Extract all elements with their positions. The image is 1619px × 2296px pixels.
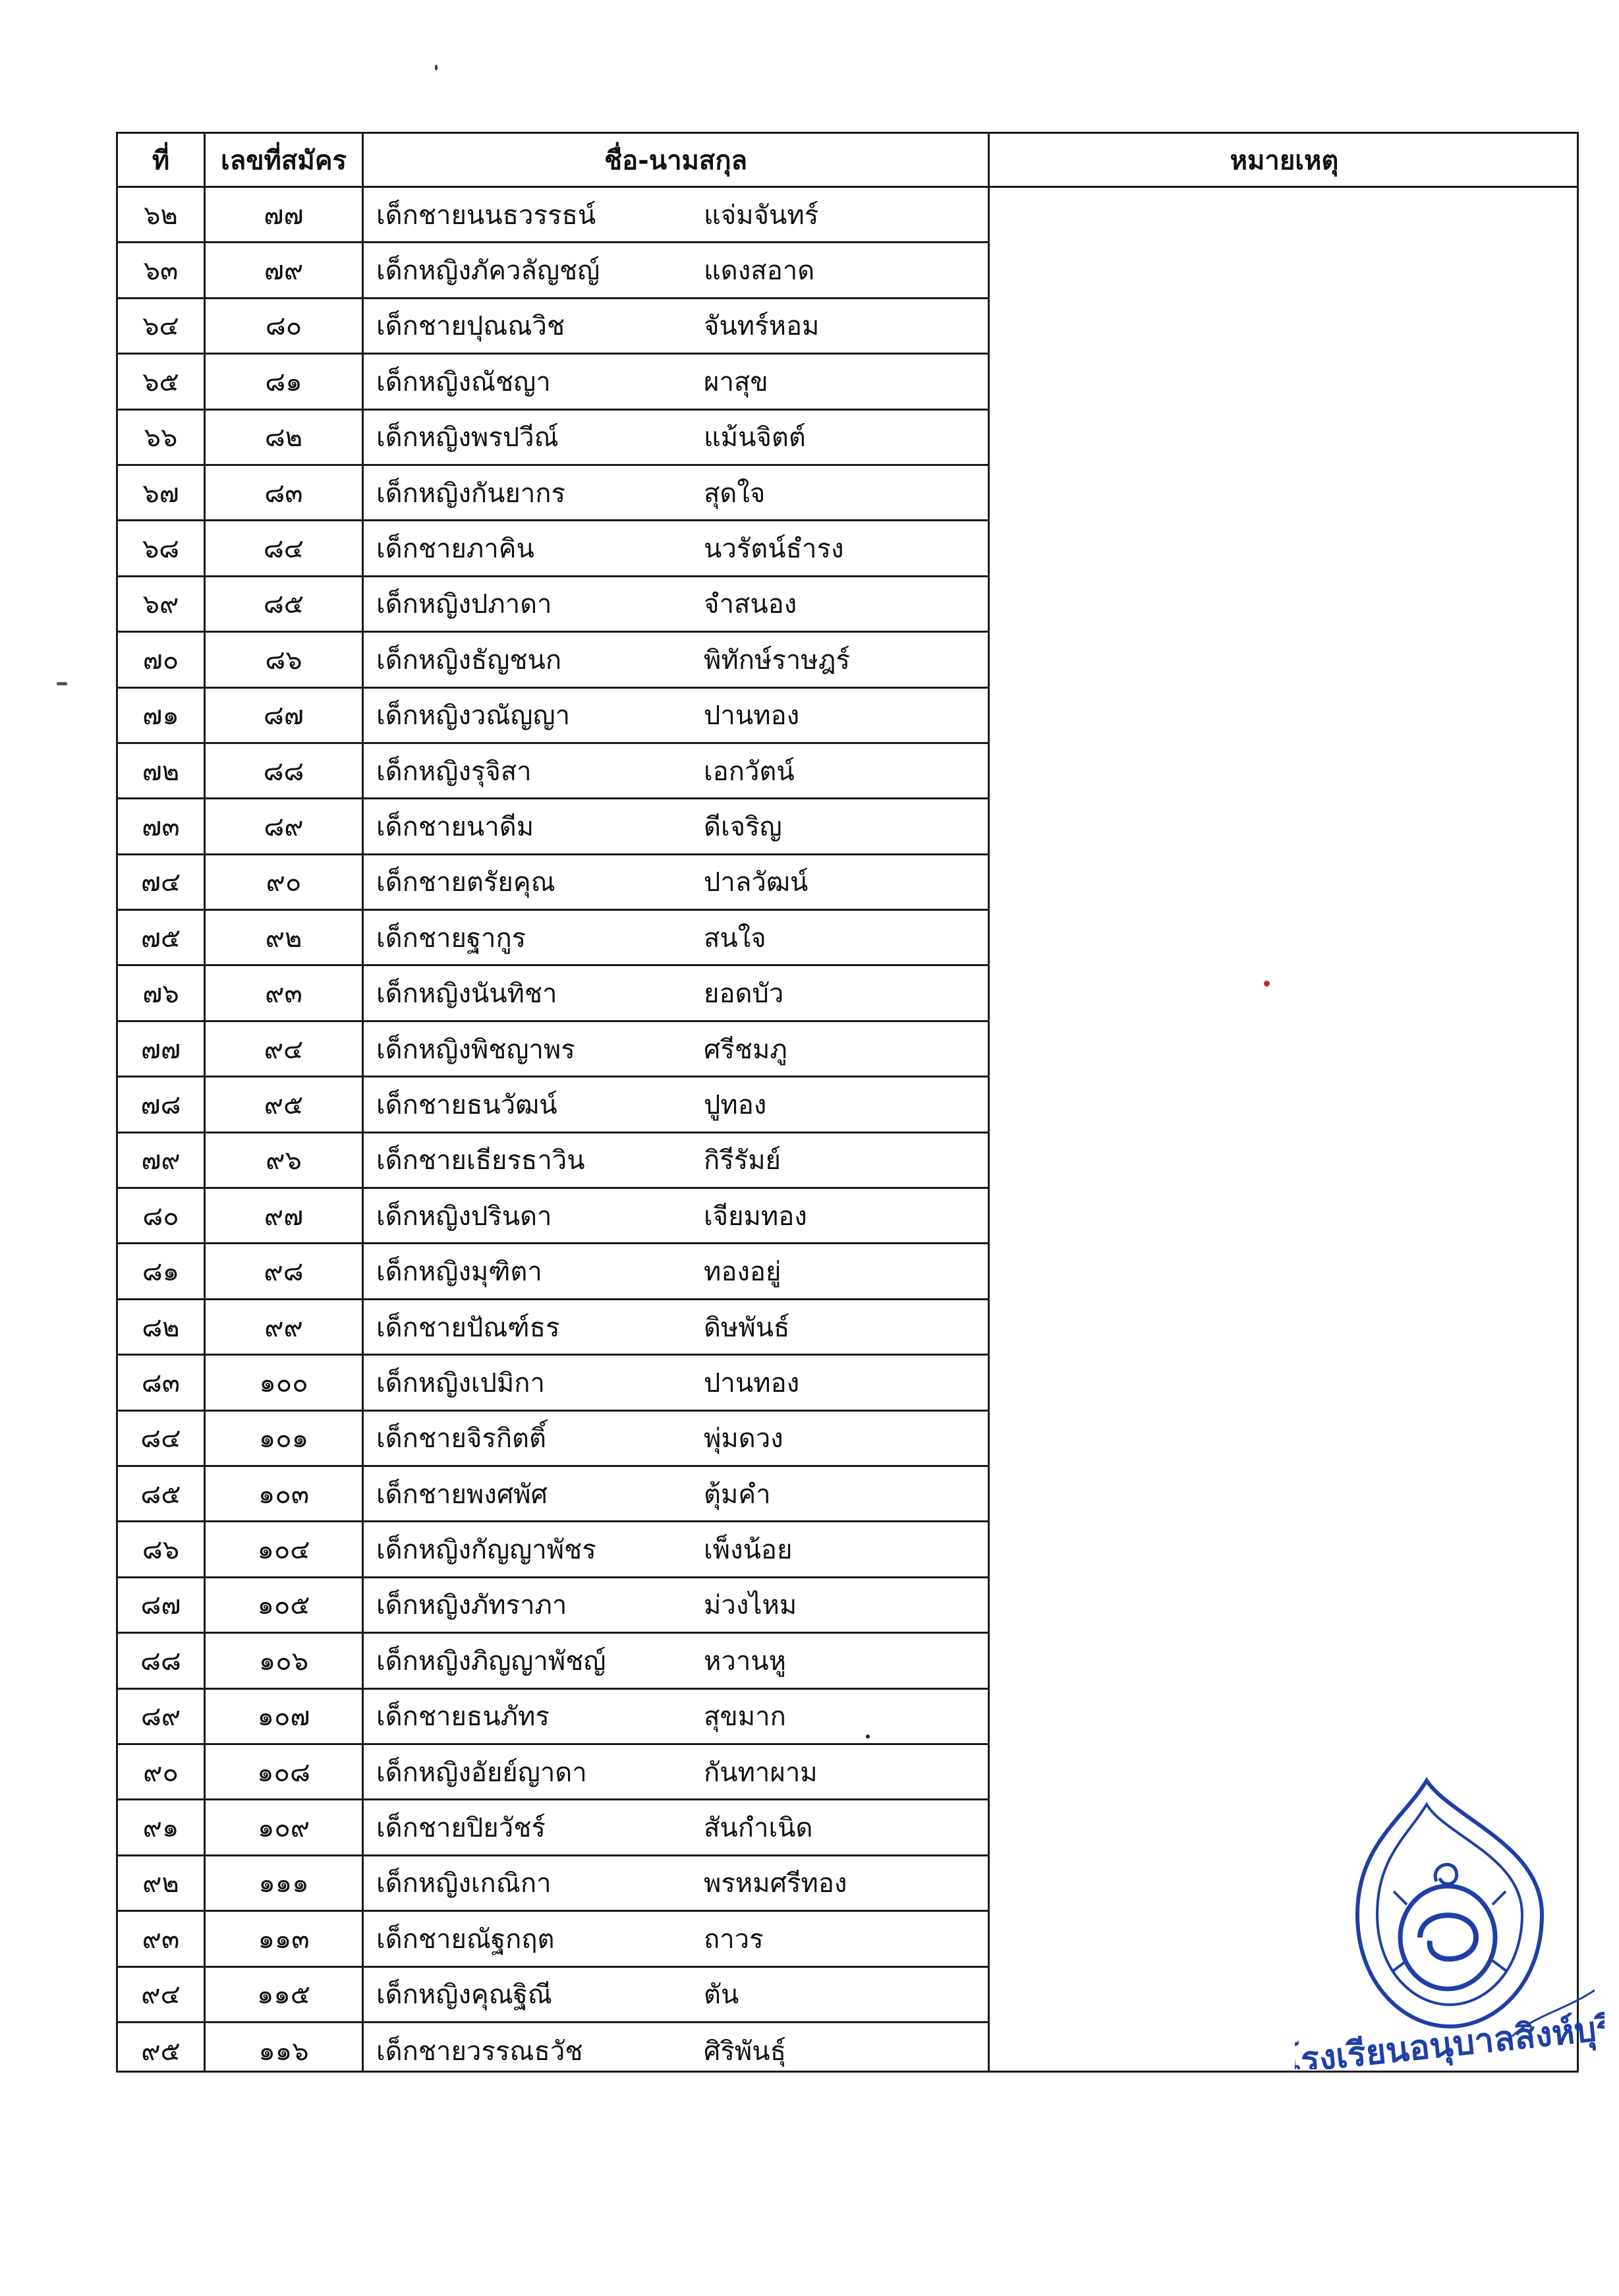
row-number: ๘๗ [140,1590,181,1621]
student-last-name: สุขมาก [704,1702,786,1733]
row-number: ๘๘ [140,1646,181,1677]
table-row [118,1745,988,1800]
student-first-name: เด็กชายตรัยคุณ [376,867,555,898]
student-first-name: เด็กหญิงเปมิกา [376,1367,545,1398]
table-row [118,1968,988,2023]
table-row [118,1022,988,1077]
student-first-name: เด็กหญิงภัทราภา [376,1590,567,1621]
student-first-name: เด็กหญิงภิญญาพัชญ์ [376,1646,606,1677]
student-last-name: เอกวัตน์ [704,756,795,787]
header-remark: หมายเหตุ [1230,145,1339,176]
table-row [118,1244,988,1300]
row-number: ๗๖ [142,979,179,1010]
table-row [118,1912,988,1967]
table-row [118,1690,988,1745]
table-row [118,188,988,243]
student-first-name: เด็กหญิงนันทิชา [376,979,557,1010]
student-first-name: เด็กหญิงอัยย์ญาดา [376,1757,587,1788]
table-row [118,855,988,911]
row-number: ๗๗ [140,1034,181,1065]
applicant-number: ๘๑ [265,366,302,397]
row-number: ๙๐ [143,1757,179,1788]
student-last-name: แม้นจิตต์ [704,422,806,453]
student-last-name: พิทักษ์ราษฎร์ [704,645,850,675]
student-first-name: เด็กชายณัฐกฤต [376,1924,555,1955]
student-first-name: เด็กชายนาดีม [376,811,534,842]
student-first-name: เด็กหญิงมุฑิตา [376,1257,542,1288]
ink-dot [435,65,438,71]
header-no: ที่ [152,145,170,176]
row-number: ๖๗ [142,478,179,509]
student-first-name: เด็กชายเธียรธาวิน [376,1145,585,1176]
student-last-name: ปูทอง [704,1089,767,1120]
student-first-name: เด็กหญิงวณัญญา [376,701,571,732]
row-number: ๙๔ [141,1980,181,2011]
student-last-name: พรหมศรีทอง [704,1868,847,1899]
row-number: ๖๘ [142,534,180,565]
table-row [118,799,988,855]
applicant-number: ๑๐๙ [257,1813,310,1844]
applicant-number: ๘๒ [264,422,303,453]
applicant-number: ๙๖ [266,1145,302,1176]
applicant-number: ๙๔ [264,1034,304,1065]
applicant-number: ๑๐๕ [257,1590,310,1621]
header-name: ชื่อ-นามสกุล [604,145,748,176]
student-first-name: เด็กหญิงรุจิสา [376,756,532,787]
student-last-name: ปานทอง [704,701,800,732]
table-row [118,1300,988,1356]
applicant-number: ๙๐ [266,867,302,898]
student-first-name: เด็กหญิงกัญญาพัชร [376,1535,596,1566]
applicant-number: ๑๐๗ [257,1702,310,1733]
table-row [118,633,988,688]
row-number: ๘๐ [142,1201,179,1232]
applicant-number: ๘๓ [264,478,303,509]
applicant-number: ๘๘ [263,756,304,787]
student-first-name: เด็กชายปิยวัชร์ [376,1813,546,1844]
table-row [118,521,988,577]
student-first-name: เด็กหญิงคุณฐิณี [376,1980,552,2011]
table-row [118,1856,988,1912]
row-number: ๘๖ [142,1535,180,1566]
student-first-name: เด็กหญิงธัญชนก [376,645,562,675]
applicant-number: ๑๐๔ [257,1535,310,1566]
student-last-name: ดีเจริญ [704,811,782,842]
scan-mark [57,682,67,685]
student-last-name: กิรีรัมย์ [704,1145,781,1176]
student-last-name: ศรีชมภู [704,1034,787,1065]
applicant-number: ๑๑๖ [258,2036,309,2067]
row-number: ๘๙ [140,1702,181,1733]
row-number: ๗๘ [140,1089,181,1120]
seal-text: โรงเรียนอนุบาลสิงห์บุรี [1295,2007,1605,2069]
applicant-number: ๑๑๕ [256,1980,311,2011]
student-last-name: ผาสุข [704,366,768,397]
student-first-name: เด็กหญิงเกณิกา [376,1868,552,1899]
table-row [118,1412,988,1467]
row-number: ๙๓ [142,1924,180,1955]
student-first-name: เด็กชายนนธวรรธน์ [376,200,596,231]
student-last-name: กันทาผาม [704,1757,818,1788]
table-row [118,466,988,521]
row-number: ๖๔ [142,311,179,342]
student-last-name: ยอดบัว [704,979,784,1010]
student-last-name: นวรัตน์ธำรง [704,534,844,565]
applicant-number: ๙๒ [265,923,302,954]
row-number: ๗๔ [140,867,181,898]
student-last-name: แดงสอาด [704,256,815,287]
row-number: ๖๒ [144,200,178,231]
applicant-number: ๑๐๘ [257,1757,310,1788]
school-seal-graphic [1295,1773,1605,2069]
student-first-name: เด็กหญิงกันยากร [376,478,566,509]
student-last-name: จำสนอง [704,589,797,620]
student-last-name: หวานหู [704,1646,786,1677]
table-row [118,411,988,466]
applicant-number: ๑๐๑ [258,1423,309,1454]
applicant-number: ๗๙ [264,256,304,287]
row-number: ๙๒ [142,1868,179,1899]
school-seal [1295,1773,1605,2069]
row-number: ๙๑ [142,1813,179,1844]
student-last-name: ปาลวัฒน์ [704,867,809,898]
student-last-name: ศิริพันธุ์ [704,2036,786,2067]
applicant-number: ๙๗ [264,1201,304,1232]
student-last-name: เจียมทอง [704,1201,807,1232]
student-last-name: ทองอยู่ [704,1257,781,1288]
row-number: ๖๙ [142,589,179,620]
ink-dot [866,1735,870,1738]
student-first-name: เด็กหญิงพิชญาพร [376,1034,575,1065]
student-last-name: ถาวร [704,1924,764,1955]
student-first-name: เด็กชายพงศพัศ [376,1479,548,1510]
applicant-number: ๑๐๓ [258,1479,310,1510]
applicant-number: ๘๗ [264,701,304,732]
table-row [118,2023,988,2079]
applicant-number: ๙๙ [264,1312,303,1343]
applicant-number: ๑๑๑ [258,1868,309,1899]
student-first-name: เด็กชายวรรณธวัช [376,2036,583,2067]
table-header [118,134,1577,188]
table-row [118,966,988,1021]
student-last-name: สุดใจ [704,478,766,509]
row-number: ๗๓ [142,811,180,842]
applicant-number: ๑๐๐ [259,1367,308,1398]
table-row [118,1800,988,1856]
applicant-number: ๙๕ [264,1089,304,1120]
student-last-name: สนใจ [704,923,766,954]
table-body [118,188,988,2079]
student-first-name: เด็กชายปุณณวิช [376,311,565,342]
applicant-number: ๘๐ [265,311,302,342]
col-rule-3 [988,134,990,2071]
student-first-name: เด็กชายภาคิน [376,534,534,565]
row-number: ๖๖ [144,422,178,453]
student-first-name: เด็กหญิงภัควลัญชญ์ [376,256,600,287]
table-row [118,355,988,410]
student-first-name: เด็กหญิงปภาดา [376,589,552,620]
row-number: ๗๐ [142,645,179,675]
table-row [118,744,988,799]
header-applicant-no: เลขที่สมัคร [221,145,347,176]
red-ink-speck [1264,981,1270,987]
row-number: ๖๓ [143,256,179,287]
applicant-number: ๑๑๓ [258,1924,310,1955]
applicant-number: ๙๓ [265,979,302,1010]
table-row [118,243,988,299]
student-last-name: จันทร์หอม [704,311,820,342]
student-last-name: สันกำเนิด [704,1813,813,1844]
table-row [118,1578,988,1634]
applicant-number: ๘๖ [265,645,302,675]
student-first-name: เด็กชายปัณฑ์ธร [376,1312,560,1343]
row-number: ๖๕ [142,366,179,397]
row-number: ๘๒ [142,1312,180,1343]
applicant-number: ๙๘ [264,1257,304,1288]
student-last-name: ปานทอง [704,1367,800,1398]
applicant-number: ๘๕ [263,589,304,620]
student-last-name: ตุ้มคำ [704,1479,771,1510]
applicant-number: ๑๐๖ [258,1646,309,1677]
table-row [118,577,988,633]
row-number: ๗๑ [142,701,179,732]
row-number: ๗๒ [142,756,180,787]
table-row [118,1189,988,1244]
table-row [118,299,988,355]
student-last-name: แจ่มจันทร์ [704,200,819,231]
table-row [118,689,988,744]
applicant-number: ๘๔ [263,534,304,565]
student-first-name: เด็กชายธนวัฒน์ [376,1089,557,1120]
student-last-name: เพ็งน้อย [704,1535,793,1566]
table-row [118,911,988,966]
student-first-name: เด็กหญิงณัชญา [376,366,551,397]
table-row [118,1467,988,1522]
table-row [118,1522,988,1578]
student-last-name: พุ่มดวง [704,1423,783,1454]
table-row [118,1077,988,1133]
student-last-name: ตัน [704,1980,739,2011]
row-number: ๘๔ [140,1423,181,1454]
student-first-name: เด็กหญิงพรปวีณ์ [376,422,559,453]
table-row [118,1634,988,1689]
row-number: ๙๕ [141,2036,181,2067]
row-number: ๘๓ [141,1367,181,1398]
table-row [118,1134,988,1189]
row-number: ๗๕ [140,923,181,954]
row-number: ๘๑ [142,1257,180,1288]
row-number: ๘๕ [140,1479,181,1510]
student-first-name: เด็กชายจิรกิตติ์ [376,1423,547,1454]
student-first-name: เด็กหญิงปรินดา [376,1201,552,1232]
student-first-name: เด็กชายฐากูร [376,923,526,954]
row-number: ๗๙ [141,1145,181,1176]
student-last-name: ม่วงไหม [704,1590,797,1621]
student-last-name: ดิษพันธ์ [704,1312,790,1343]
table-row [118,1356,988,1411]
applicant-number: ๗๗ [264,200,304,231]
student-first-name: เด็กชายธนภัทร [376,1702,550,1733]
applicant-number: ๘๙ [264,811,304,842]
